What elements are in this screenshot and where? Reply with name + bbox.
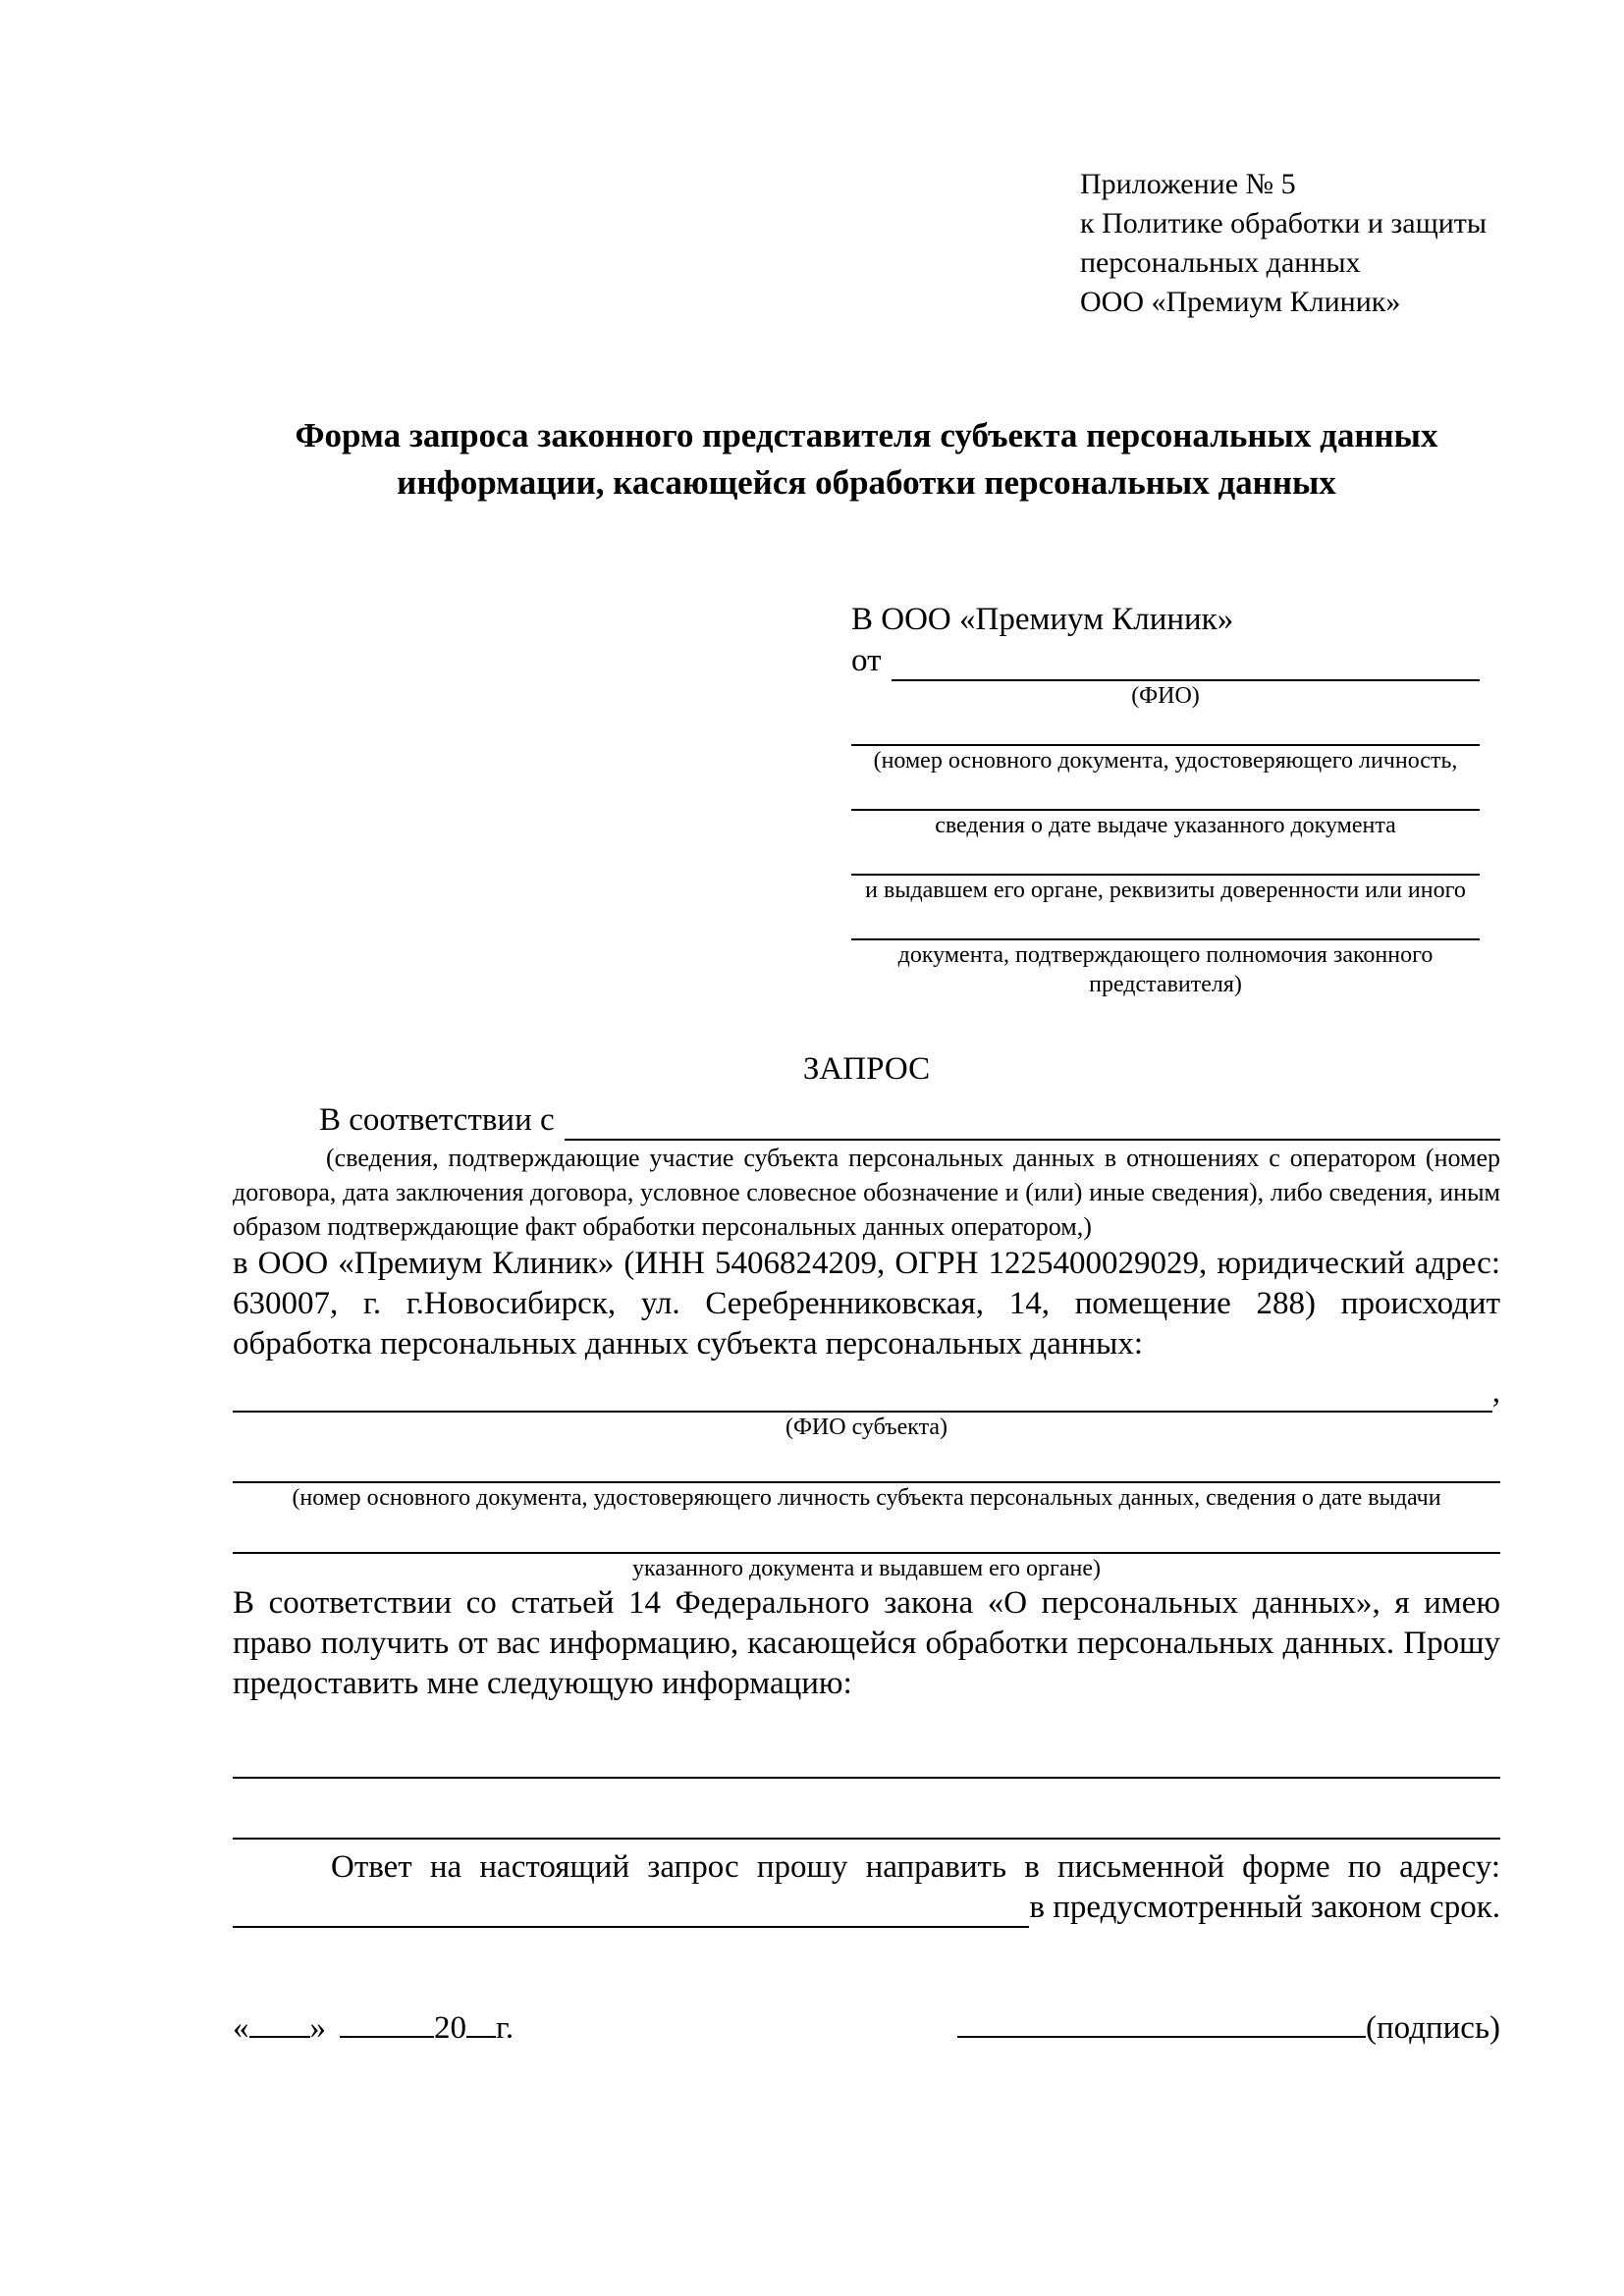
date-month-blank-field bbox=[340, 2006, 434, 2038]
from-label: от bbox=[851, 643, 882, 678]
basis-caption: (сведения, подтверждающие участие субъекта персональных данных в отношениях с оператором (номер договора, дата заключения договора, условное словесное обозначение и (или) иные сведения), либо сведения, иным образом подтверждающие факт обработки персональных данных оператором,) bbox=[233, 1144, 1500, 1241]
subject-doc-blank-field-2 bbox=[233, 1519, 1500, 1554]
operator-paragraph: в ООО «Премиум Клиник» (ИНН 5406824209, ОГРН 1225400029029, юридический адрес: 630007, г. г.Новосибирск, ул. Серебренниковская, 14, помещение 288) происходит обработка персональных данных субъекта персональных данных: bbox=[233, 1246, 1500, 1362]
information-blank-field-2 bbox=[233, 1792, 1500, 1840]
addressee-block bbox=[851, 599, 1480, 999]
date-year-prefix: 20 bbox=[434, 2010, 466, 2046]
subject-fio-blank-field bbox=[233, 1377, 1492, 1413]
appendix-line-2: к Политике обработки и защиты bbox=[1080, 207, 1488, 240]
appendix-line-1: Приложение № 5 bbox=[1080, 168, 1296, 200]
representative-doc-caption-2: сведения о дате выдаче указанного документа bbox=[935, 813, 1396, 838]
answer-paragraph: Ответ на настоящий запрос прошу направить в письменной форме по адресу: bbox=[331, 1849, 1500, 1885]
subject-doc-blank-field-1 bbox=[233, 1448, 1500, 1483]
representative-doc-blank-field-3 bbox=[851, 840, 1480, 876]
answer-address-row bbox=[233, 1888, 1500, 1928]
representative-doc-blank-field-2 bbox=[851, 775, 1480, 811]
appendix-note bbox=[1080, 165, 1500, 322]
addressee-organization: В ООО «Премиум Клиник» bbox=[851, 602, 1234, 637]
date-year-suffix: г. bbox=[496, 2010, 514, 2046]
information-blank-field-1 bbox=[233, 1732, 1500, 1779]
representative-doc-caption-3: и выдавшем его органе, реквизиты доверенности или иного bbox=[865, 878, 1466, 903]
signature-caption: (подпись) bbox=[1366, 2010, 1500, 2046]
footer-row bbox=[233, 2006, 1500, 2049]
subject-fio-caption: (ФИО субъекта) bbox=[785, 1415, 948, 1440]
subject-fio-row bbox=[233, 1372, 1500, 1413]
date-block bbox=[233, 2006, 514, 2049]
basis-blank-field bbox=[565, 1105, 1500, 1141]
subject-doc-caption-1: (номер основного документа, удостоверяющего личность субъекта персональных данных, сведения о дате выдачи bbox=[292, 1485, 1441, 1511]
representative-doc-caption-1: (номер основного документа, удостоверяющего личность, bbox=[873, 748, 1458, 774]
fio-caption: (ФИО) bbox=[1131, 683, 1200, 709]
date-day-blank-field bbox=[249, 2006, 310, 2038]
appendix-line-3: персональных данных bbox=[1080, 246, 1361, 279]
basis-label: В соответствии с bbox=[319, 1102, 555, 1138]
answer-suffix: в предусмотренный законом срок. bbox=[1029, 1890, 1500, 1925]
date-year-blank-field bbox=[466, 2006, 496, 2038]
date-quote-open: « bbox=[233, 2010, 249, 2046]
answer-address-blank-field bbox=[233, 1893, 1029, 1928]
appendix-line-4: ООО «Премиум Клиник» bbox=[1080, 286, 1401, 318]
law-paragraph: В соответствии со статьей 14 Федерального закона «О персональных данных», я имею право получить от вас информацию, касающейся обработки персональных данных. Прошу предоставить мне следующую информацию: bbox=[233, 1585, 1500, 1701]
from-fio-blank-field bbox=[892, 646, 1481, 681]
document-content bbox=[0, 165, 1624, 2049]
date-quote-close: » bbox=[309, 2010, 326, 2046]
signature-block bbox=[957, 2006, 1500, 2049]
representative-doc-blank-field-1 bbox=[851, 711, 1480, 746]
representative-doc-caption-4: документа, подтверждающего полномочия законного представителя) bbox=[897, 942, 1434, 997]
document-title: Форма запроса законного представителя субъекта персональных данных информации, касающейся обработки персональных данных bbox=[295, 416, 1438, 502]
subject-fio-comma: , bbox=[1491, 1374, 1500, 1410]
addressee-from-row bbox=[851, 640, 1480, 681]
representative-doc-blank-field-4 bbox=[851, 905, 1480, 940]
signature-blank-field bbox=[957, 2006, 1366, 2038]
basis-row bbox=[233, 1099, 1500, 1141]
subject-doc-caption-2: указанного документа и выдавшем его органе) bbox=[631, 1556, 1102, 1581]
request-heading: ЗАПРОС bbox=[802, 1051, 931, 1087]
